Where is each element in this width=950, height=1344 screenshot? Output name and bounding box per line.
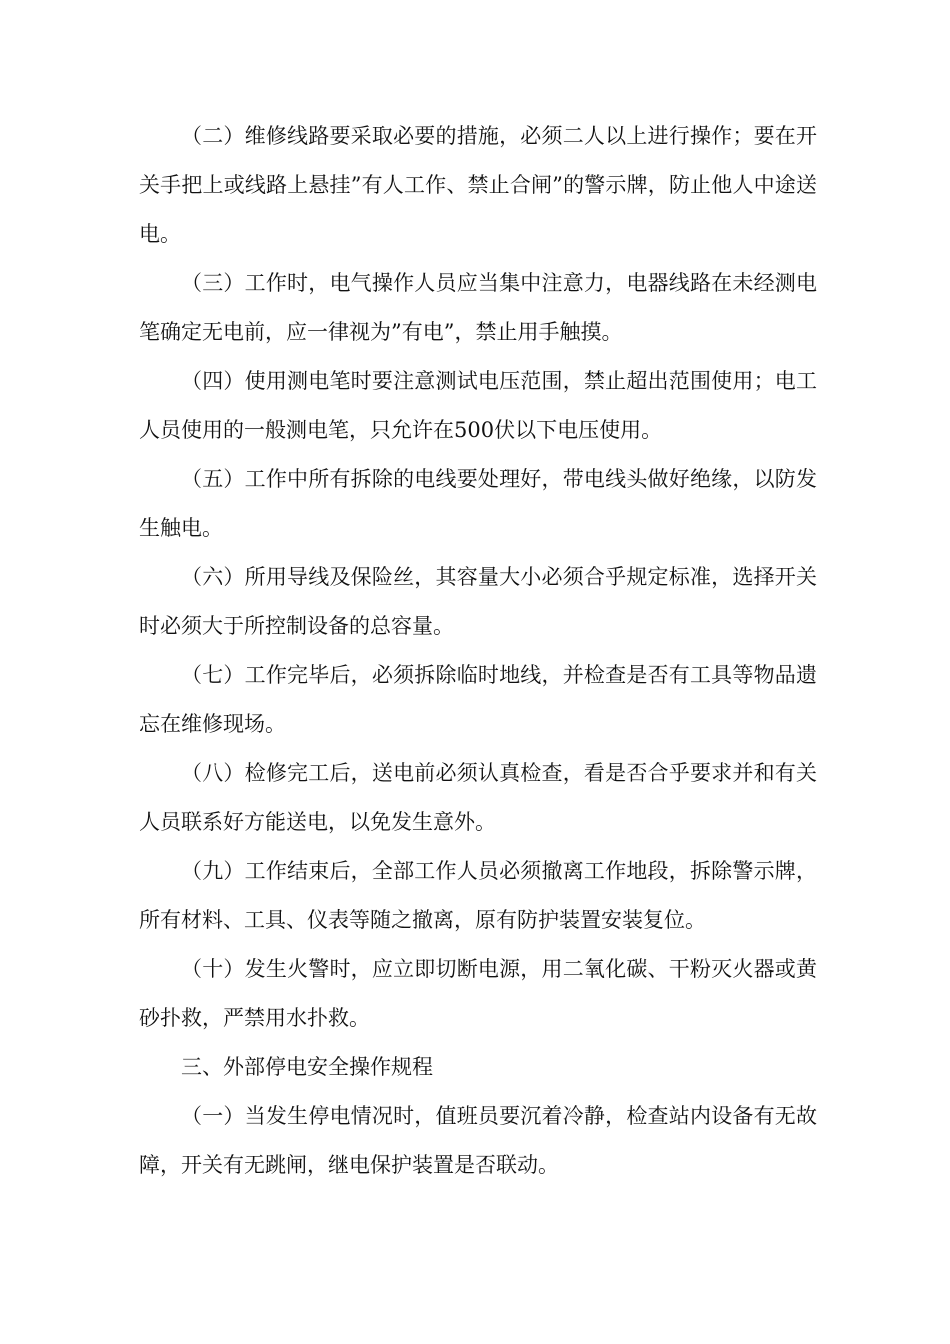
paragraph-item-7: （七）工作完毕后，必须拆除临时地线，并检查是否有工具等物品遗忘在维修现场。 xyxy=(139,663,817,736)
paragraph-item-4: （四）使用测电笔时要注意测试电压范围，禁止超出范围使用；电工人员使用的一般测电笔，只允许在500伏以下电压使用。 xyxy=(139,369,817,442)
paragraph-item-6: （六）所用导线及保险丝，其容量大小必须合乎规定标准，选择开关时必须大于所控制设备的总容量。 xyxy=(139,565,817,638)
paragraph-item-5: （五）工作中所有拆除的电线要处理好，带电线头做好绝缘，以防发生触电。 xyxy=(139,467,817,540)
paragraph-item-8: （八）检修完工后，送电前必须认真检查，看是否合乎要求并和有关人员联系好方能送电，以免发生意外。 xyxy=(139,761,817,834)
paragraph-item-10: （十）发生火警时，应立即切断电源，用二氧化碳、干粉灭火器或黄砂扑救，严禁用水扑救。 xyxy=(139,957,817,1030)
paragraph-item-9: （九）工作结束后，全部工作人员必须撤离工作地段，拆除警示牌，所有材料、工具、仪表等随之撤离，原有防护装置安装复位。 xyxy=(139,859,817,932)
paragraph-item-2: （二）维修线路要采取必要的措施，必须二人以上进行操作；要在开关手把上或线路上悬挂”有人工作、禁止合闸”的警示牌，防止他人中途送电。 xyxy=(139,124,817,246)
section-heading: 三、外部停电安全操作规程 xyxy=(181,1055,433,1079)
paragraph-item-3: （三）工作时，电气操作人员应当集中注意力，电器线路在未经测电笔确定无电前，应一律视为”有电”，禁止用手触摸。 xyxy=(139,271,817,344)
section-paragraph-item-1: （一）当发生停电情况时，值班员要沉着冷静，检查站内设备有无故障，开关有无跳闸，继电保护装置是否联动。 xyxy=(139,1104,817,1177)
document-body xyxy=(139,112,817,1190)
